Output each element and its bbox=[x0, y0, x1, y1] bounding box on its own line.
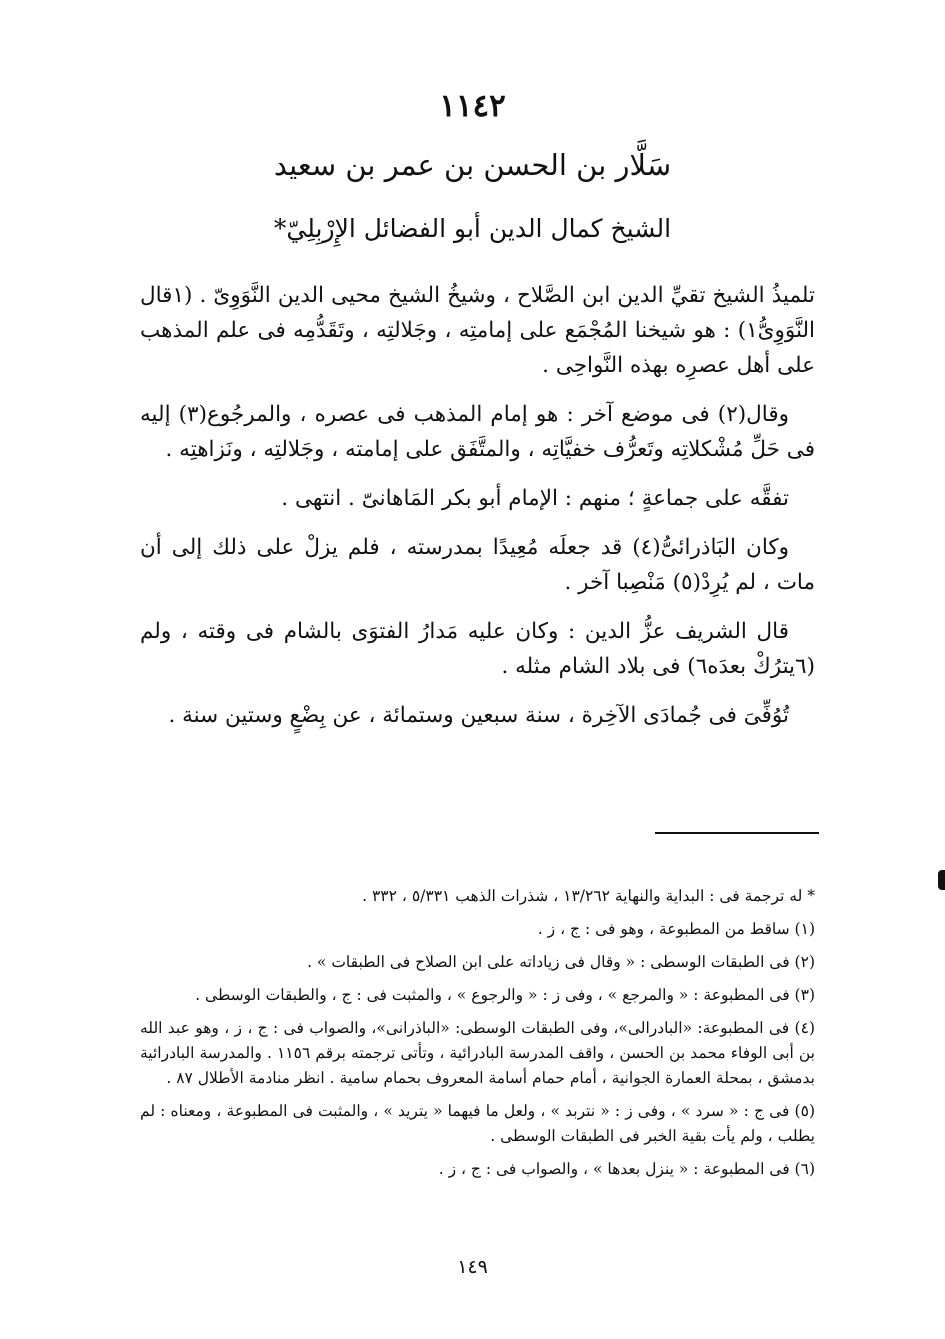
entry-name: سَلَّار بن الحسن بن عمر بن سعيد bbox=[273, 148, 672, 182]
entry-number: ١١٤٢ bbox=[439, 88, 506, 124]
footnote: (٢) فى الطبقات الوسطى : « وقال فى زياداته على ابن الصلاح فى الطبقات » . bbox=[307, 953, 815, 971]
paragraph: تُوُفِّىَ فى جُمادَى الآخِرة ، سنة سبعين وستمائة ، عن بِضْعٍ وستين سنة . bbox=[168, 703, 789, 728]
footnote: (٣) فى المطبوعة : « والمرجع » ، وفى ز : « والرجوع » ، والمثبت فى : ج ، والطبقات الوسطى . bbox=[195, 986, 815, 1004]
paragraph: تلميذُ الشيخ تقيِّ الدين ابن الصَّلاح ، وشيخُ الشيخ محيى الدين النَّوَوِىّ . (١قال النَّوَوِىُّ١) : هو شيخنا المُجْمَع على إمامتِه ، وجَلالتِه ، وتَقَدُّمِه فى علم المذهب على أهل عصرِه بهذه النَّواحِى . bbox=[140, 283, 815, 378]
footnote: (٤) فى المطبوعة: «البادرالى»، وفى الطبقات الوسطى: «الباذرانى»، والصواب فى : ج ، ز ، وهو عبد الله بن أبى الوفاء محمد بن الحسن ، واقف المدرسة البادرائية ، وتأتى ترجمته برقم ١١٥٦ . والمدرسة البادرائية بدمشق ، بمحلة العمارة الجوانية ، أمام حمام أسامة المعروف بحمام سامية . انظر منادمة الأطلال ٨٧ . bbox=[140, 1019, 815, 1087]
page-number: ١٤٩ bbox=[457, 1256, 488, 1278]
footnote: (١) ساقط من المطبوعة ، وهو فى : ج ، ز . bbox=[537, 920, 815, 938]
footnote: * له ترجمة فى : البداية والنهاية ١٣/٢٦٢ ، شذرات الذهب ٥/٣٣١ ، ٣٣٢ . bbox=[362, 887, 815, 905]
paragraph: تفقَّه على جماعةٍ ؛ منهم : الإمام أبو بكر المَاهانىّ . انتهى . bbox=[281, 486, 789, 511]
paragraph: وكان البَاذرائىُّ(٤) قد جعلَه مُعِيدًا بمدرسته ، فلم يزلْ على ذلك إلى أن مات ، لم يُرِدْ(٥) مَنْصِبا آخر . bbox=[140, 535, 815, 595]
scan-edge-mark bbox=[938, 870, 945, 890]
entry-kunya: الشيخ كمال الدين أبو الفضائل الإِرْبِلِيّ* bbox=[273, 214, 672, 243]
footnote: (٦) فى المطبوعة : « ينزل بعدها » ، والصواب فى : ج ، ز . bbox=[438, 1160, 815, 1178]
paragraph: وقال(٢) فى موضع آخر : هو إمام المذهب فى عصره ، والمرجُوع(٣) إليه فى حَلِّ مُشْكلاتِه وتَعرُّف خفيَّاتِه ، والمتَّفَق على إمامته ، وجَلالتِه ، ونَزاهتِه . bbox=[140, 402, 815, 462]
biography-text bbox=[140, 278, 815, 747]
paragraph: قال الشريف عزُّ الدين : وكان عليه مَدارُ الفتوَى بالشام فى وقته ، ولم (٦يترُكْ بعدَه٦) فى بلاد الشام مثله . bbox=[140, 619, 815, 679]
footnote-divider bbox=[655, 832, 819, 834]
footnote: (٥) فى ج : « سرد » ، وفى ز : « نتربد » ، ولعل ما فيهما « يتريد » ، والمثبت فى المطبوعة ، ومعناه : لم يطلب ، ولم يأت بقية الخبر فى الطبقات الوسطى . bbox=[140, 1102, 815, 1145]
footnotes bbox=[140, 884, 815, 1190]
